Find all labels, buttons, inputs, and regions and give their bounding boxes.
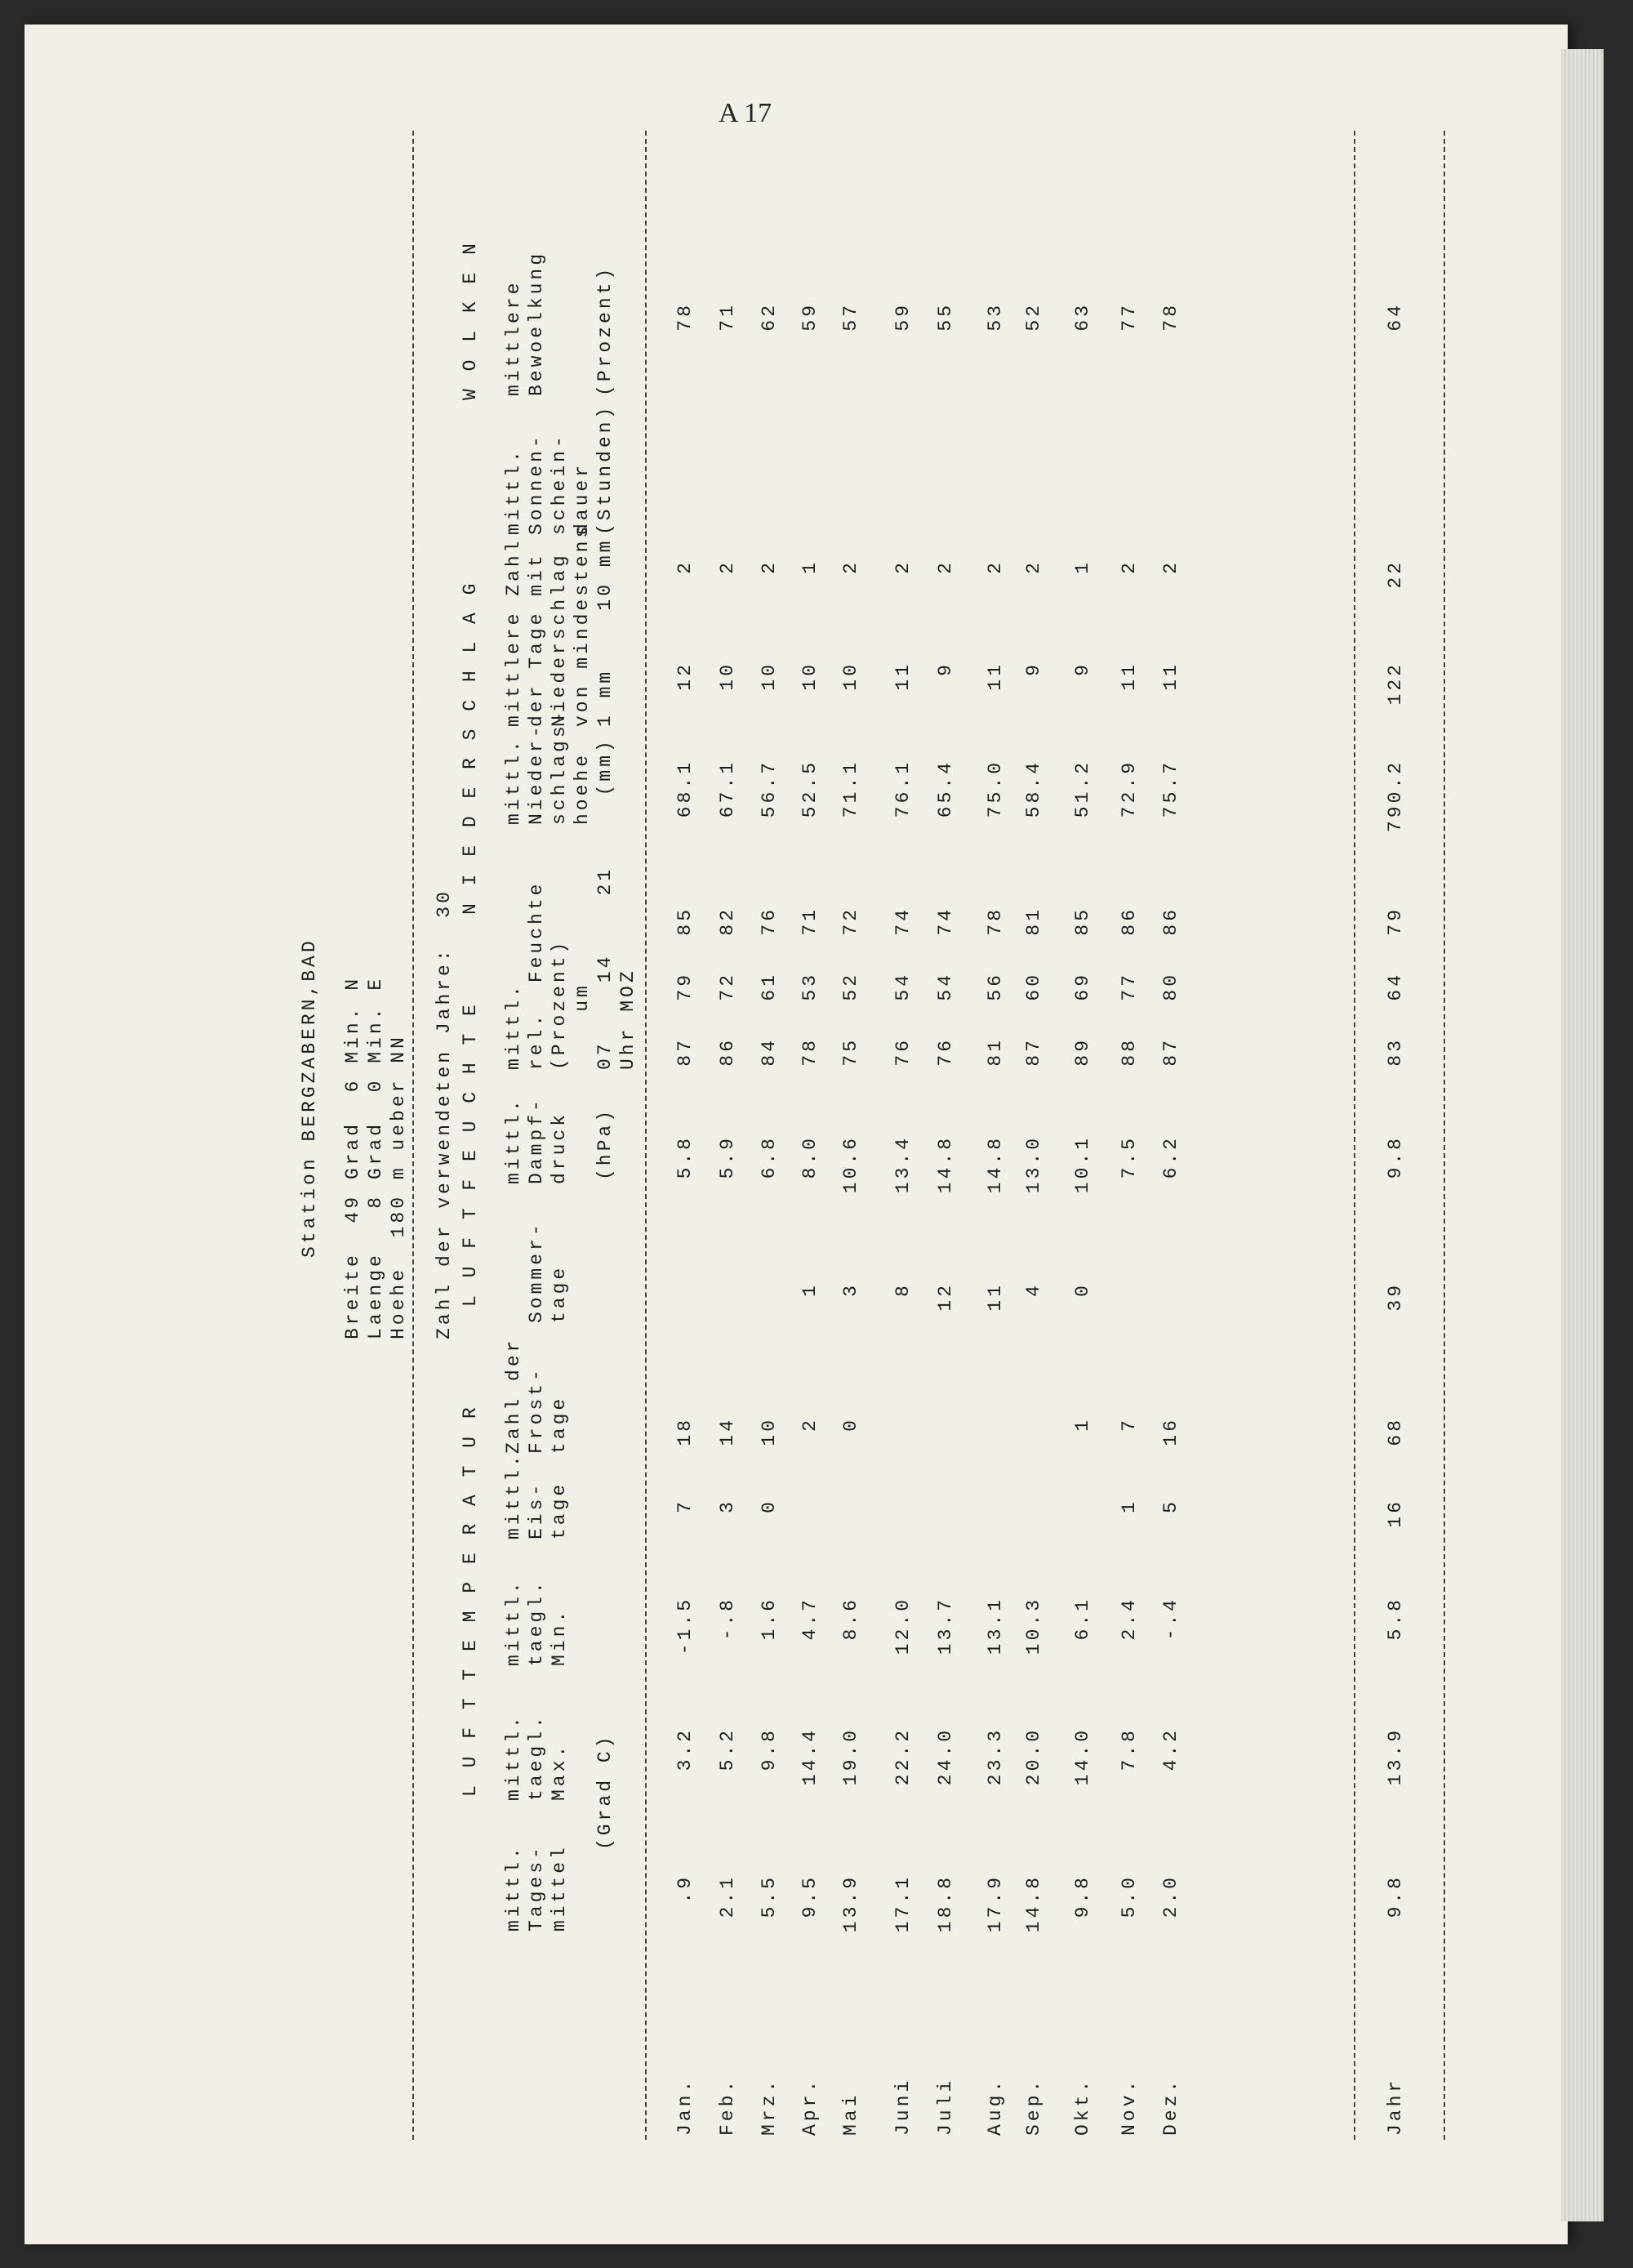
tagesmittel-cell: 9.8: [1072, 1874, 1093, 1918]
tagesmittel-cell: 18.8: [935, 1874, 956, 1933]
station-breite: Breite 49 Grad 6 Min. N: [342, 975, 363, 1339]
eistage-cell: 7: [674, 1499, 696, 1513]
rf14-cell: 60: [1023, 972, 1044, 1001]
rf14-cell: 54: [935, 972, 956, 1001]
dampfdruck-cell: 14.8: [935, 1135, 956, 1194]
sommertage-cell: 11: [985, 1282, 1006, 1312]
max-cell: 5.2: [717, 1727, 738, 1771]
rf14-cell: 80: [1160, 972, 1181, 1001]
max-cell: 3.2: [674, 1727, 696, 1771]
dampfdruck-cell: 9.8: [1385, 1135, 1406, 1179]
rf14-cell: 54: [892, 972, 914, 1001]
month-cell: Juli: [935, 2077, 956, 2136]
frosttage-cell: 2: [799, 1417, 821, 1432]
header-frosttage: Zahl der Frost- tage: [503, 1337, 570, 1454]
niederschlagshoehe-cell: 51.2: [1072, 760, 1093, 818]
niederschlagshoehe-cell: 72.9: [1119, 760, 1140, 818]
rf14-cell: 77: [1119, 972, 1140, 1001]
rotated-table-area: [229, 82, 1502, 2172]
tage-1mm-cell: 10: [799, 662, 821, 691]
rf14-cell: 64: [1385, 972, 1406, 1001]
page-stack-edge: [1561, 49, 1604, 2221]
sommertage-cell: 0: [1072, 1282, 1093, 1297]
group-wolken: W O L K E N: [460, 240, 481, 400]
tage-1mm-cell: 11: [892, 662, 914, 691]
rf21-cell: 85: [674, 907, 696, 936]
rf21-cell: 85: [1072, 907, 1093, 936]
sommertage-cell: 3: [840, 1282, 861, 1297]
group-luftfeuchte: L U F T F E U C H T E: [460, 1001, 481, 1307]
month-cell: Apr.: [799, 2077, 821, 2136]
rf07-cell: 78: [799, 1037, 821, 1067]
min-cell: 13.7: [935, 1597, 956, 1655]
bewoelkung-cell: 78: [674, 302, 696, 332]
table-bottom-rule: [1444, 131, 1445, 2140]
tagesmittel-cell: 5.0: [1119, 1874, 1140, 1918]
max-cell: 19.0: [840, 1727, 861, 1786]
header-bottom-rule: [645, 131, 647, 2140]
tage-1mm-cell: 10: [840, 662, 861, 691]
niederschlagshoehe-cell: 58.4: [1023, 760, 1044, 818]
niederschlagshoehe-cell: 790.2: [1385, 760, 1406, 833]
header-min: mittl. taegl. Min.: [503, 1579, 570, 1666]
rf14-cell: 56: [985, 972, 1006, 1001]
header-eistage: mittl. Eis- tage: [503, 1452, 570, 1539]
month-cell: Jahr: [1385, 2077, 1406, 2136]
tagesmittel-cell: 17.9: [985, 1874, 1006, 1933]
bewoelkung-cell: 59: [892, 302, 914, 332]
tage-10mm-cell: 2: [1023, 559, 1044, 574]
header-dampfdruck: mittl. Dampf- druck: [503, 1097, 570, 1184]
max-cell: 4.2: [1160, 1727, 1181, 1771]
sommertage-cell: 8: [892, 1282, 914, 1297]
group-niederschlag: N I E D E R S C H L A G: [460, 580, 481, 915]
rf07-cell: 87: [674, 1037, 696, 1067]
niederschlagshoehe-cell: 65.4: [935, 760, 956, 818]
sommertage-cell: 12: [935, 1282, 956, 1312]
eistage-cell: 1: [1119, 1499, 1140, 1513]
rf21-cell: 78: [985, 907, 1006, 936]
header-bewoelkung: mittlere Bewoelkung (Prozent): [503, 250, 616, 396]
niederschlagshoehe-cell: 67.1: [717, 760, 738, 818]
rf21-cell: 79: [1385, 907, 1406, 936]
rf07-cell: 76: [892, 1037, 914, 1067]
niederschlagshoehe-cell: 52.5: [799, 760, 821, 818]
rf07-cell: 75: [840, 1037, 861, 1067]
tage-1mm-cell: 122: [1385, 662, 1406, 706]
rf07-cell: 86: [717, 1037, 738, 1067]
min-cell: 8.6: [840, 1597, 861, 1641]
rf07-cell: 83: [1385, 1037, 1406, 1067]
min-cell: 1.6: [759, 1597, 780, 1641]
month-cell: Okt.: [1072, 2077, 1093, 2136]
tagesmittel-cell: 14.8: [1023, 1874, 1044, 1933]
rf14-cell: 72: [717, 972, 738, 1001]
tage-10mm-cell: 2: [935, 559, 956, 574]
dampfdruck-cell: 8.0: [799, 1135, 821, 1179]
tage-1mm-cell: 10: [717, 662, 738, 691]
dampfdruck-cell: 10.6: [840, 1135, 861, 1194]
page-number: A 17: [719, 98, 772, 128]
bewoelkung-cell: 62: [759, 302, 780, 332]
frosttage-cell: 0: [840, 1417, 861, 1432]
rf21-cell: 86: [1119, 907, 1140, 936]
header-rel-feuchte: mittl. rel. Feuchte (Prozent) um 07 14 21 Uhr MOZ: [503, 866, 639, 1070]
bewoelkung-cell: 52: [1023, 302, 1044, 332]
max-cell: 14.4: [799, 1727, 821, 1786]
max-cell: 23.3: [985, 1727, 1006, 1786]
dampfdruck-cell: 5.8: [674, 1135, 696, 1179]
tage-1mm-cell: 11: [985, 662, 1006, 691]
rf14-cell: 79: [674, 972, 696, 1001]
rf14-cell: 61: [759, 972, 780, 1001]
dampfdruck-cell: 13.4: [892, 1135, 914, 1194]
rf21-cell: 86: [1160, 907, 1181, 936]
tagesmittel-cell: 9.8: [1385, 1874, 1406, 1918]
max-cell: 13.9: [1385, 1727, 1406, 1786]
frosttage-cell: 16: [1160, 1417, 1181, 1446]
tage-10mm-cell: 22: [1385, 559, 1406, 589]
month-cell: Feb.: [717, 2077, 738, 2136]
tage-1mm-cell: 9: [1072, 662, 1093, 676]
tagesmittel-cell: 2.0: [1160, 1874, 1181, 1918]
rf07-cell: 88: [1119, 1037, 1140, 1067]
max-cell: 14.0: [1072, 1727, 1093, 1786]
header-hpa: (hPa): [594, 1107, 616, 1180]
year-top-rule: [1354, 131, 1355, 2140]
header-niederschlagstage: mittlere Zahl der Tage mit Niederschlag von mindestens 1 mm 10 mm: [503, 523, 616, 727]
station-title: Station BERGZABERN,BAD: [299, 938, 320, 1258]
rf21-cell: 74: [892, 907, 914, 936]
tage-1mm-cell: 11: [1160, 662, 1181, 691]
years-used: Zahl der verwendeten Jahre: 30: [434, 889, 455, 1339]
header-top-rule: [412, 131, 414, 2140]
bewoelkung-cell: 59: [799, 302, 821, 332]
sommertage-cell: 39: [1385, 1282, 1406, 1312]
rf07-cell: 81: [985, 1037, 1006, 1067]
month-cell: Mrz.: [759, 2077, 780, 2136]
niederschlagshoehe-cell: 75.7: [1160, 760, 1181, 818]
tagesmittel-cell: 2.1: [717, 1874, 738, 1918]
max-cell: 7.8: [1119, 1727, 1140, 1771]
min-cell: 5.8: [1385, 1597, 1406, 1641]
rf14-cell: 52: [840, 972, 861, 1001]
max-cell: 20.0: [1023, 1727, 1044, 1786]
dampfdruck-cell: 7.5: [1119, 1135, 1140, 1179]
tagesmittel-cell: .9: [674, 1874, 696, 1904]
eistage-cell: 5: [1160, 1499, 1181, 1513]
dampfdruck-cell: 6.8: [759, 1135, 780, 1179]
niederschlagshoehe-cell: 56.7: [759, 760, 780, 818]
tage-10mm-cell: 1: [1072, 559, 1093, 574]
rf07-cell: 89: [1072, 1037, 1093, 1067]
bewoelkung-cell: 57: [840, 302, 861, 332]
tagesmittel-cell: 17.1: [892, 1874, 914, 1933]
rf14-cell: 53: [799, 972, 821, 1001]
niederschlagshoehe-cell: 76.1: [892, 760, 914, 818]
tage-1mm-cell: 11: [1119, 662, 1140, 691]
bewoelkung-cell: 53: [985, 302, 1006, 332]
bewoelkung-cell: 55: [935, 302, 956, 332]
min-cell: 13.1: [985, 1597, 1006, 1655]
tage-10mm-cell: 2: [717, 559, 738, 574]
niederschlagshoehe-cell: 68.1: [674, 760, 696, 818]
month-cell: Jan.: [674, 2077, 696, 2136]
header-grad-c: (Grad C): [594, 1733, 616, 1850]
niederschlagshoehe-cell: 71.1: [840, 760, 861, 818]
max-cell: 9.8: [759, 1727, 780, 1771]
min-cell: 12.0: [892, 1597, 914, 1655]
dampfdruck-cell: 10.1: [1072, 1135, 1093, 1194]
rf07-cell: 87: [1023, 1037, 1044, 1067]
dampfdruck-cell: 5.9: [717, 1135, 738, 1179]
eistage-cell: 3: [717, 1499, 738, 1513]
rf21-cell: 72: [840, 907, 861, 936]
dampfdruck-cell: 14.8: [985, 1135, 1006, 1194]
eistage-cell: 0: [759, 1499, 780, 1513]
min-cell: 4.7: [799, 1597, 821, 1641]
sommertage-cell: 1: [799, 1282, 821, 1297]
header-tagesmittel: mittl. Tages- mittel: [503, 1844, 570, 1932]
frosttage-cell: 1: [1072, 1417, 1093, 1432]
header-niederschlagshoehe: mittl. Nieder- schlags- hoehe (mm): [503, 708, 616, 825]
tage-1mm-cell: 12: [674, 662, 696, 691]
station-hoehe: Hoehe 180 m ueber NN: [388, 1034, 409, 1339]
header-sommertage: Sommer- tage: [526, 1221, 570, 1323]
min-cell: 2.4: [1119, 1597, 1140, 1641]
tage-1mm-cell: 10: [759, 662, 780, 691]
rf07-cell: 87: [1160, 1037, 1181, 1067]
max-cell: 22.2: [892, 1727, 914, 1786]
tage-10mm-cell: 2: [674, 559, 696, 574]
header-sonnenscheindauer: mittl. Sonnen- schein- dauer (Stunden): [503, 403, 616, 535]
eistage-cell: 16: [1385, 1499, 1406, 1528]
frosttage-cell: 18: [674, 1417, 696, 1446]
frosttage-cell: 10: [759, 1417, 780, 1446]
month-cell: Juni: [892, 2077, 914, 2136]
group-lufttemperatur: L U F T T E M P E R A T U R: [460, 1404, 481, 1797]
tagesmittel-cell: 9.5: [799, 1874, 821, 1918]
bewoelkung-cell: 78: [1160, 302, 1181, 332]
month-cell: Mai: [840, 2092, 861, 2136]
rf21-cell: 76: [759, 907, 780, 936]
dampfdruck-cell: 13.0: [1023, 1135, 1044, 1194]
dampfdruck-cell: 6.2: [1160, 1135, 1181, 1179]
min-cell: 10.3: [1023, 1597, 1044, 1655]
month-cell: Sep.: [1023, 2077, 1044, 2136]
tage-10mm-cell: 2: [985, 559, 1006, 574]
rf21-cell: 74: [935, 907, 956, 936]
tagesmittel-cell: 5.5: [759, 1874, 780, 1918]
header-max: mittl. taegl. Max.: [503, 1713, 570, 1801]
tage-10mm-cell: 2: [759, 559, 780, 574]
max-cell: 24.0: [935, 1727, 956, 1786]
tage-10mm-cell: 1: [799, 559, 821, 574]
station-laenge: Laenge 8 Grad 0 Min. E: [365, 975, 386, 1339]
bewoelkung-cell: 63: [1072, 302, 1093, 332]
bewoelkung-cell: 64: [1385, 302, 1406, 332]
frosttage-cell: 14: [717, 1417, 738, 1446]
tage-10mm-cell: 2: [892, 559, 914, 574]
month-cell: Nov.: [1119, 2077, 1140, 2136]
tage-1mm-cell: 9: [935, 662, 956, 676]
rf21-cell: 71: [799, 907, 821, 936]
month-cell: Dez.: [1160, 2077, 1181, 2136]
rf07-cell: 84: [759, 1037, 780, 1067]
niederschlagshoehe-cell: 75.0: [985, 760, 1006, 818]
min-cell: 6.1: [1072, 1597, 1093, 1641]
bewoelkung-cell: 71: [717, 302, 738, 332]
rf14-cell: 69: [1072, 972, 1093, 1001]
frosttage-cell: 7: [1119, 1417, 1140, 1432]
min-cell: -1.5: [674, 1597, 696, 1655]
sommertage-cell: 4: [1023, 1282, 1044, 1297]
bewoelkung-cell: 77: [1119, 302, 1140, 332]
rf07-cell: 76: [935, 1037, 956, 1067]
tage-10mm-cell: 2: [840, 559, 861, 574]
tagesmittel-cell: 13.9: [840, 1874, 861, 1933]
min-cell: -.8: [717, 1597, 738, 1641]
tage-10mm-cell: 2: [1160, 559, 1181, 574]
rf21-cell: 82: [717, 907, 738, 936]
frosttage-cell: 68: [1385, 1417, 1406, 1446]
tage-1mm-cell: 9: [1023, 662, 1044, 676]
tage-10mm-cell: 2: [1119, 559, 1140, 574]
min-cell: -.4: [1160, 1597, 1181, 1641]
rf21-cell: 81: [1023, 907, 1044, 936]
month-cell: Aug.: [985, 2077, 1006, 2136]
